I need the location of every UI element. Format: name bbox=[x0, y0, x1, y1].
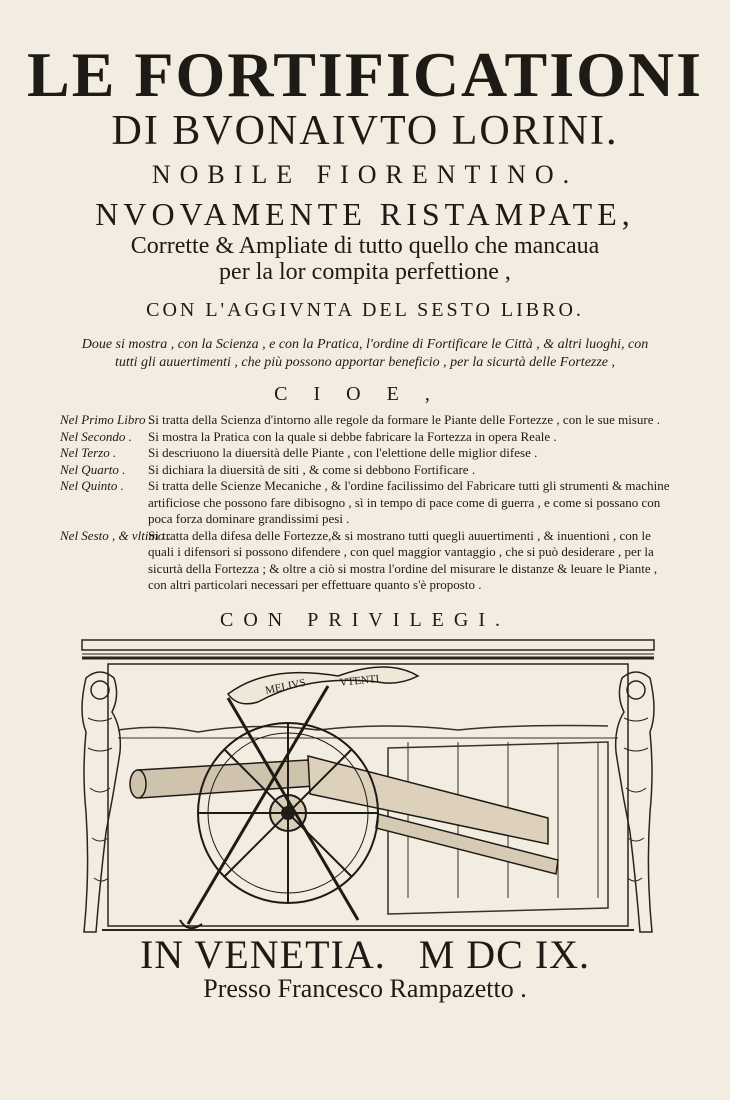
book-text: Si tratta della difesa delle Fortezze,& si mostrano tutti quegli auuertimenti , & inuentioni , con le quali i difensori si possono difendere , con quel maggior vantaggio , che si può desiderare , per la sicurtà della Fortezza ; & oltre a ciò si mostra l'ordine del misurare le distanze & leuare le Piante , con altri particolari necessari per effettuare quanto s'è proposto . bbox=[148, 527, 658, 592]
subtitle-line-2: per la lor compita perfettione , bbox=[219, 259, 511, 285]
imprint-printer: Presso Francesco Rampazetto . bbox=[203, 974, 527, 1003]
motto-left: MELIVS bbox=[264, 676, 307, 697]
cannon bbox=[130, 756, 558, 874]
book-entry bbox=[60, 429, 670, 446]
motto-banner bbox=[228, 667, 418, 704]
book-entry bbox=[60, 462, 670, 479]
title-line-1: LE FORTIFICATIONI bbox=[27, 39, 703, 110]
book-label: Nel Terzo . bbox=[60, 445, 117, 460]
description-line-1: Doue si mostra , con la Scienza , e con la Pratica, l'ordine di Fortificare le Città , & altri luoghi, con bbox=[81, 337, 649, 352]
title-line-2: DI BVONAIVTO LORINI. bbox=[111, 108, 619, 154]
book-entry bbox=[60, 528, 670, 594]
book-text: Si descriuono la diuersità delle Piante , con l'elettione delle miglior difese . bbox=[148, 445, 538, 460]
book-entry bbox=[60, 412, 670, 429]
book-text: Si mostra la Pratica con la quale si debbe fabricare la Fortezza in opera Reale . bbox=[148, 428, 557, 444]
book-entry bbox=[60, 478, 670, 528]
book-label: Nel Secondo . bbox=[60, 428, 132, 444]
book-text: Si tratta della Scienza d'intorno alle regole da formare le Piante delle Fortezze , con le sue misure . bbox=[148, 412, 661, 427]
title-line-4: NVOVAMENTE RISTAMPATE, bbox=[95, 196, 635, 232]
book-text: Si dichiara la diuersità de siti , & come si debbono Fortificare . bbox=[148, 461, 476, 477]
description-line-2: tutti gli auuertimenti , che più possono apportar beneficio , per la sicurtà delle Fortezze , bbox=[114, 355, 616, 370]
cioe-heading: CIOE, bbox=[274, 383, 456, 405]
subtitle-line-1: Corrette & Ampliate di tutto quello che mancaua bbox=[130, 233, 600, 259]
motto-right: VTENTI bbox=[339, 672, 380, 689]
title-line-3: NOBILE FIORENTINO. bbox=[151, 160, 579, 189]
book-contents-list bbox=[60, 412, 670, 594]
book-label: Nel Quarto . bbox=[60, 461, 126, 477]
book-label: Nel Primo Libro . bbox=[60, 412, 152, 427]
book-label: Nel Sesto , & vltimo . bbox=[60, 527, 171, 543]
book-label: Nel Quinto . bbox=[60, 478, 124, 493]
book-text: Si tratta delle Scienze Mecaniche , & l'ordine facilissimo del Fabricare tutti gli strumenti & machine artificiose che possono fare dibisogno , sì in tempo di pace come di guerra , e come si possano con poca forza dominare grandissimi pesi . bbox=[148, 478, 670, 526]
cannon-engraving bbox=[78, 638, 658, 936]
imprint-city-year: IN VENETIA. M DC IX. bbox=[139, 932, 591, 977]
aggiunta-line: CON L'AGGIVNTA DEL SESTO LIBRO. bbox=[146, 299, 584, 321]
privilegi-line: CON PRIVILEGI. bbox=[220, 609, 510, 631]
gun-carriage-wheel bbox=[198, 723, 378, 903]
book-entry bbox=[60, 445, 670, 462]
